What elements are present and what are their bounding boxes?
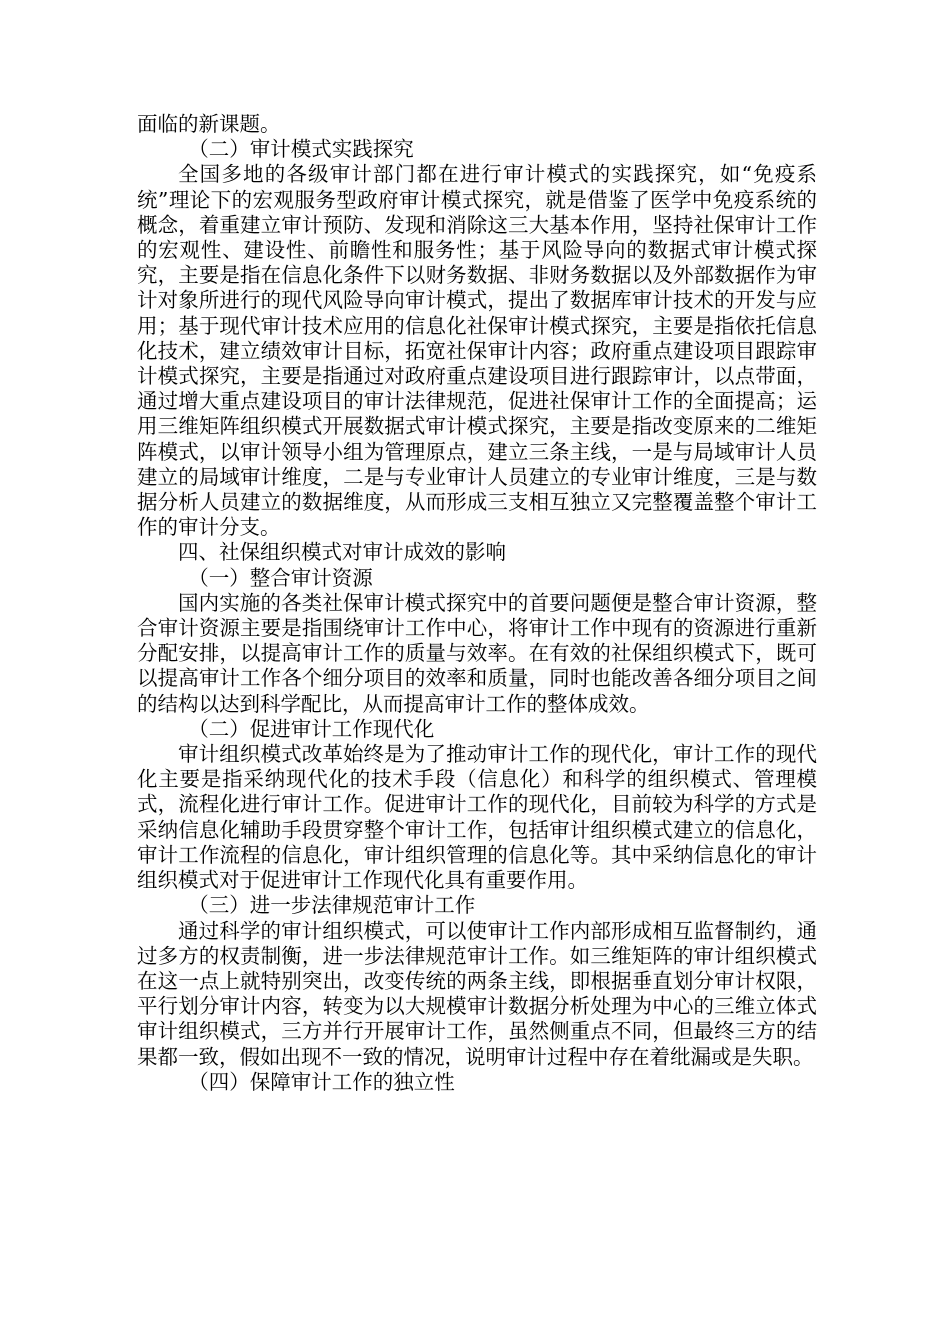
- paragraph-modernization: 审计组织模式改革始终是为了推动审计工作的现代化，审计工作的现代化主要是指采纳现代化的技术手段（信息化）和科学的组织模式、管理模式，流程化进行审计工作。促进审计工作的现代化，目前较为科学的方式是采纳信息化辅助手段贯穿整个审计工作，包括审计组织模式建立的信息化，审计工作流程的信息化，审计组织管理的信息化等。其中采纳信息化的审计组织模式对于促进审计工作现代化具有重要作用。: [137, 742, 817, 893]
- paragraph-audit-mode-practice: 全国多地的各级审计部门都在进行审计模式的实践探究，如“免疫系统”理论下的宏观服务型政府审计模式探究，就是借鉴了医学中免疫系统的概念，着重建立审计预防、发现和消除这三大基本作用，坚持社保审计工作的宏观性、建设性、前瞻性和服务性；基于风险导向的数据式审计模式探究，主要是指在信息化条件下以财务数据、非财务数据以及外部数据作为审计对象所进行的现代风险导向审计模式，提出了数据库审计技术的开发与应用；基于现代审计技术应用的信息化社保审计模式探究，主要是指依托信息化技术，建立绩效审计目标，拓宽社保审计内容；政府重点建设项目跟踪审计模式探究，主要是指通过对政府重点建设项目进行跟踪审计，以点带面，通过增大重点建设项目的审计法律规范，促进社保审计工作的全面提高；运用三维矩阵组织模式开展数据式审计模式探究，主要是指改变原来的二维矩阵模式，以审计领导小组为管理原点，建立三条主线，一是与局域审计人员建立的局域审计维度，二是与专业审计人员建立的专业审计维度，三是与数据分析人员建立的数据维度，从而形成三支相互独立又完整覆盖整个审计工作的审计分支。: [137, 162, 817, 540]
- subheading-legal-norms: （三）进一步法律规范审计工作: [188, 893, 476, 918]
- paragraph-continuation: 面临的新课题。: [137, 112, 281, 136]
- paragraph-legal-norms: 通过科学的审计组织模式，可以使审计工作内部形成相互监督制约，通过多方的权责制衡，进一步法律规范审计工作。如三维矩阵的审计组织模式在这一点上就特别突出，改变传统的两条主线，即根据垂直划分审计权限，平行划分审计内容，转变为以大规模审计数据分析处理为中心的三维立体式审计组织模式，三方并行开展审计工作，虽然侧重点不同，但最终三方的结果都一致，假如出现不一致的情况，说明审计过程中存在着纰漏或是失职。: [137, 918, 817, 1069]
- paragraph-integrate-resources: 国内实施的各类社保审计模式探究中的首要问题便是整合审计资源，整合审计资源主要是指围绕审计工作中心，将审计工作中现有的资源进行重新分配安排，以提高审计工作的质量与效率。在有效的社保组织模式下，既可以提高审计工作各个细分项目的效率和质量，同时也能改善各细分项目之间的结构以达到科学配比，从而提高审计工作的整体成效。: [137, 590, 817, 716]
- heading-section-four: 四、社保组织模式对审计成效的影响: [178, 540, 506, 565]
- subheading-audit-mode-practice: （二）审计模式实践探究: [188, 137, 414, 162]
- subheading-modernization: （二）促进审计工作现代化: [188, 716, 435, 741]
- subheading-independence: （四）保障审计工作的独立性: [188, 1069, 455, 1094]
- subheading-integrate-resources: （一）整合审计资源: [188, 565, 373, 590]
- document-body: [137, 112, 817, 1095]
